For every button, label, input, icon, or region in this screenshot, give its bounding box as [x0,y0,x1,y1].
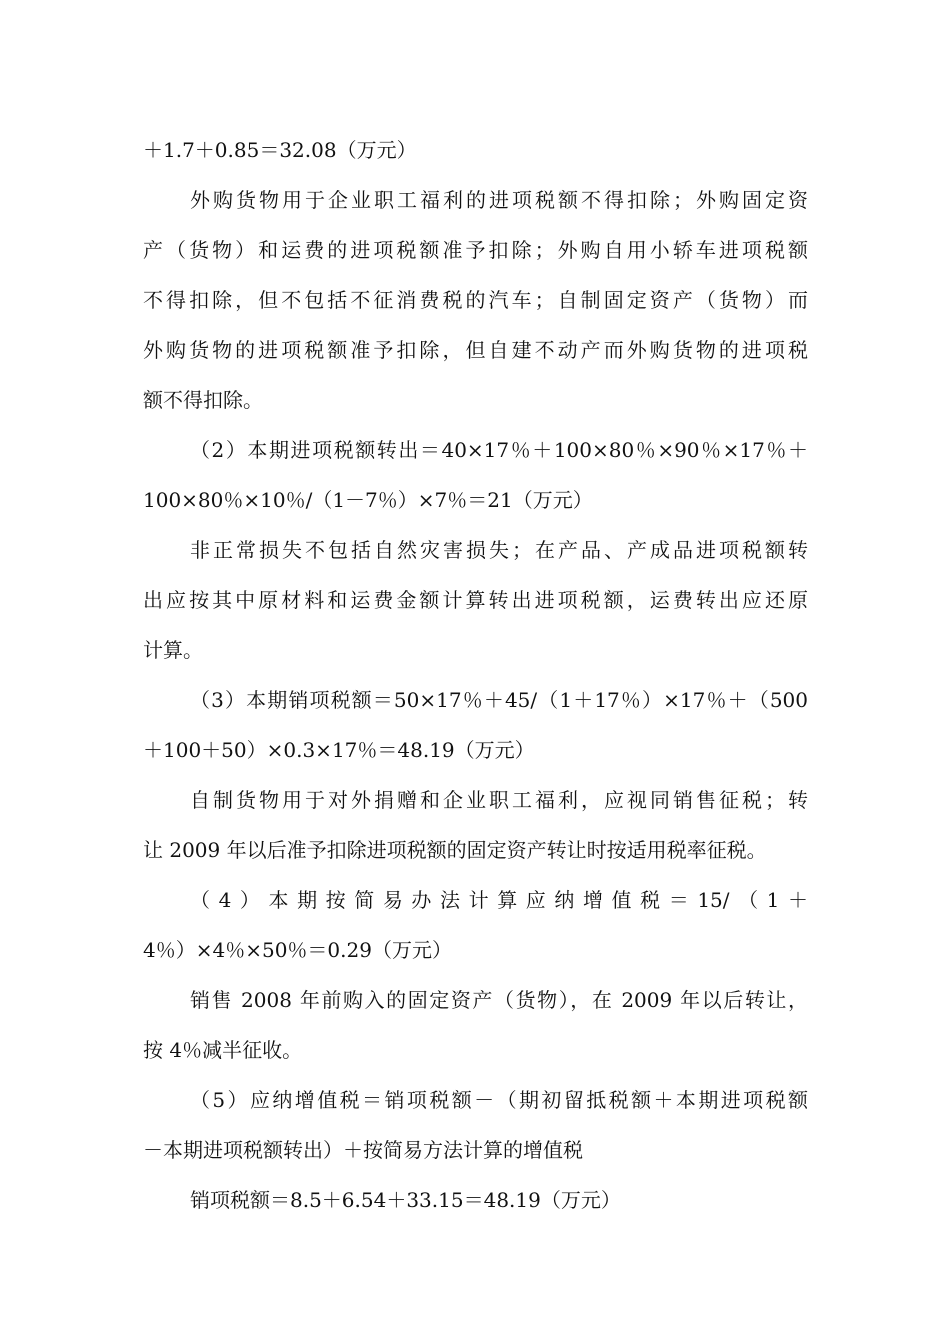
text-line: 非正常损失不包括自然灾害损失；在产品、产成品进项税额转 [190,538,808,562]
text-line: 销项税额＝8.5＋6.54＋33.15＝48.19（万元） [190,1188,621,1212]
text-line: （4）本期按简易办法计算应纳增值税＝15/（1＋ [190,888,808,912]
text-line: 4％）×4％×50％＝0.29（万元） [143,938,452,962]
text-line: 外购货物的进项税额准予扣除，但自建不动产而外购货物的进项税 [143,338,808,362]
text-line: （3）本期销项税额＝50×17％＋45/（1＋17％）×17％＋（500 [190,688,808,712]
text-line: 计算。 [143,638,203,662]
text-line: 自制货物用于对外捐赠和企业职工福利，应视同销售征税；转 [190,788,808,812]
text-line: 产（货物）和运费的进项税额准予扣除；外购自用小轿车进项税额 [143,238,808,262]
text-line: ＋100＋50）×0.3×17％＝48.19（万元） [143,738,535,762]
text-line: 外购货物用于企业职工福利的进项税额不得扣除；外购固定资 [190,188,808,212]
text-line: －本期进项税额转出）＋按简易方法计算的增值税 [143,1138,583,1162]
text-line: ＋1.7＋0.85＝32.08（万元） [143,138,417,162]
text-line: 按 4％减半征收。 [143,1038,303,1062]
text-line: 不得扣除，但不包括不征消费税的汽车；自制固定资产（货物）而 [143,288,808,312]
text-line: 出应按其中原材料和运费金额计算转出进项税额，运费转出应还原 [143,588,808,612]
text-line: 100×80％×10％/（1－7％）×7％＝21（万元） [143,488,593,512]
text-line: 销售 2008 年前购入的固定资产（货物），在 2009 年以后转让， [190,988,808,1012]
text-line: （5）应纳增值税＝销项税额－（期初留抵税额＋本期进项税额 [190,1088,808,1112]
text-line: 让 2009 年以后准予扣除进项税额的固定资产转让时按适用税率征税。 [143,838,767,862]
text-line: 额不得扣除。 [143,388,263,412]
text-line: （2）本期进项税额转出＝40×17％＋100×80％×90％×17％＋ [190,438,808,462]
